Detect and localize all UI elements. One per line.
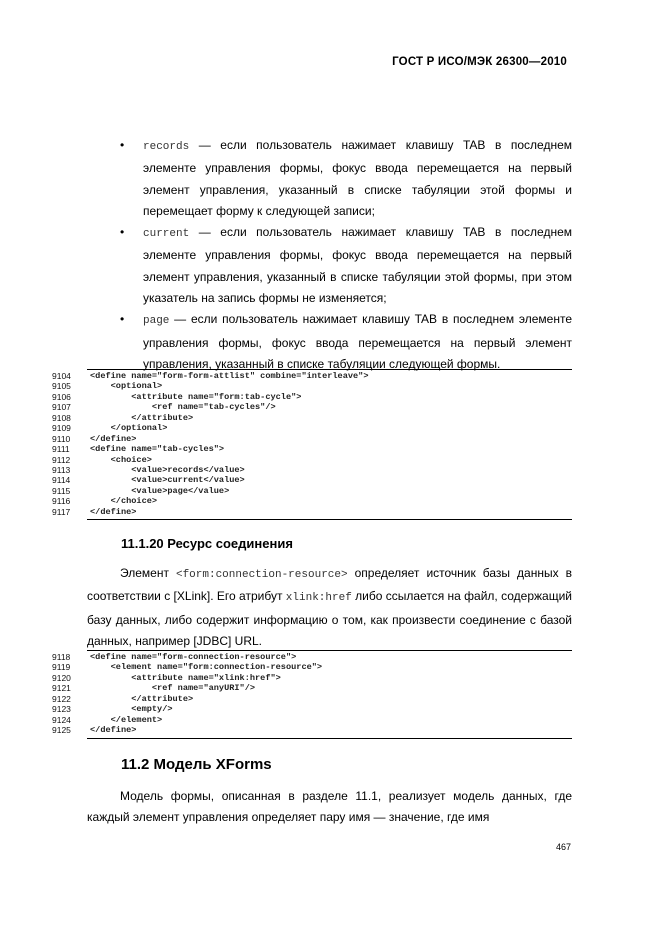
code-text: <element name="form:connection-resource">	[90, 662, 323, 673]
code-text: <ref name="tab-cycles"/>	[90, 402, 276, 413]
line-number: 9121	[52, 683, 71, 694]
line-number: 9110	[52, 433, 71, 444]
code-line	[52, 662, 572, 673]
bullet-text: — если пользователь нажимает клавишу TAB в последнем элементе управления формы, фокус ввода перемещается на первый элемент управления, указанный в списке табуляции этой формы и перемещает форму к следующей записи;	[143, 138, 572, 218]
code-text: <attribute name="xlink:href">	[90, 672, 281, 683]
line-number: 9108	[52, 412, 71, 423]
line-number: 9111	[52, 444, 70, 455]
bullet-code: records	[143, 141, 190, 153]
code-text: </attribute>	[90, 693, 194, 704]
code-line	[52, 672, 572, 683]
code-line	[52, 371, 572, 381]
code-text: <ref name="anyURI"/>	[90, 683, 256, 694]
line-number: 9117	[52, 506, 71, 517]
bullet-dot-icon: •	[120, 225, 125, 240]
line-number: 9122	[52, 693, 71, 704]
code-line	[52, 652, 572, 662]
code-listing-connection-resource	[52, 650, 572, 739]
section-heading-11-2: 11.2 Модель XForms	[121, 756, 272, 773]
code-line	[52, 464, 572, 475]
page-number: 467	[555, 842, 571, 852]
code-text: </define>	[90, 725, 137, 736]
line-number: 9104	[52, 371, 71, 381]
line-number: 9114	[52, 475, 71, 486]
code-line	[52, 683, 572, 694]
bullet-dot-icon: •	[120, 138, 125, 152]
line-number: 9109	[52, 423, 71, 434]
code-text: <attribute name="form:tab-cycle">	[90, 391, 302, 402]
paragraph-connection-resource	[87, 563, 572, 653]
line-number: 9112	[52, 454, 71, 465]
code-line	[52, 485, 572, 496]
para-text: Элемент	[120, 566, 176, 580]
code-line	[52, 412, 572, 423]
tab-cycle-bullet-list	[116, 135, 572, 375]
code-text: <value>page</value>	[90, 485, 230, 496]
code-line	[52, 444, 572, 455]
line-number: 9124	[52, 714, 71, 725]
line-number: 9118	[52, 652, 71, 662]
bullet-code: current	[143, 228, 190, 241]
para-text: либо ссылается на файл, содержащий базу данных, либо содержит информацию о том, как произвести соединение с базой данных, например [JDBC] URL.	[87, 589, 572, 649]
code-text: </define>	[90, 433, 137, 444]
para-text: Модель формы, описанная в разделе 11.1, реализует модель данных, где каждый элемент управления определяет пару имя — значение, где имя	[87, 789, 572, 825]
para-text: определяет источник базы данных в соответствии с [XLink]. Его атрибут	[87, 566, 572, 604]
document-header: ГОСТ Р ИСО/МЭК 26300—2010	[392, 56, 567, 68]
code-line	[52, 423, 572, 434]
code-text: </define>	[90, 506, 137, 517]
code-line	[52, 391, 572, 402]
code-text: </element>	[90, 714, 163, 725]
line-number: 9123	[52, 704, 71, 715]
code-line	[52, 402, 572, 413]
bullet-text: — если пользователь нажимает клавишу TAB в последнем элементе управления формы, фокус ввода перемещается на первый элемент управления, указанный в списке табуляции следующей формы.	[143, 312, 572, 371]
code-text: <define name="tab-cycles">	[90, 444, 225, 455]
code-listing-tab-cycle	[52, 369, 572, 520]
code-line	[52, 496, 572, 507]
code-text: <empty/>	[90, 704, 173, 715]
bullet-records	[116, 135, 572, 222]
line-number: 9105	[52, 381, 71, 392]
inline-code: <form:connection-resource>	[175, 569, 348, 581]
code-line	[52, 704, 572, 715]
code-text: <value>current</value>	[90, 475, 245, 486]
code-text: <optional>	[90, 381, 163, 392]
bullet-page	[116, 309, 572, 375]
line-number: 9119	[52, 662, 71, 673]
inline-code: xlink:href	[285, 592, 352, 605]
line-number: 9116	[52, 496, 71, 507]
code-line	[52, 714, 572, 725]
bullet-code: page	[143, 315, 170, 328]
code-text: <choice>	[90, 454, 152, 465]
code-line	[52, 381, 572, 392]
section-heading-11-1-20: 11.1.20 Ресурс соединения	[121, 536, 293, 551]
line-number: 9125	[52, 725, 71, 736]
code-text: <define name="form-form-attlist" combine="interleave">	[90, 371, 369, 381]
code-line	[52, 725, 572, 736]
code-line	[52, 433, 572, 444]
line-number: 9113	[52, 464, 71, 475]
code-text: <value>records</value>	[90, 464, 245, 475]
code-text: </optional>	[90, 423, 168, 434]
line-number: 9106	[52, 391, 71, 402]
code-text: </choice>	[90, 496, 158, 507]
code-line	[52, 506, 572, 517]
code-text: </attribute>	[90, 412, 194, 423]
code-line	[52, 454, 572, 465]
line-number: 9115	[52, 485, 71, 496]
bullet-dot-icon: •	[120, 312, 125, 327]
paragraph-xforms-model	[87, 786, 572, 829]
code-text: <define name="form-connection-resource">	[90, 652, 297, 662]
line-number: 9120	[52, 672, 71, 683]
code-line	[52, 475, 572, 486]
bullet-text: — если пользователь нажимает клавишу TAB в последнем элементе управления формы, фокус ввода перемещается на первый элемент управления, указанный в списке табуляции этой формы, при этом указатель на запись формы не изменяется;	[143, 225, 572, 306]
code-line	[52, 693, 572, 704]
line-number: 9107	[52, 402, 71, 413]
bullet-current	[116, 222, 572, 309]
